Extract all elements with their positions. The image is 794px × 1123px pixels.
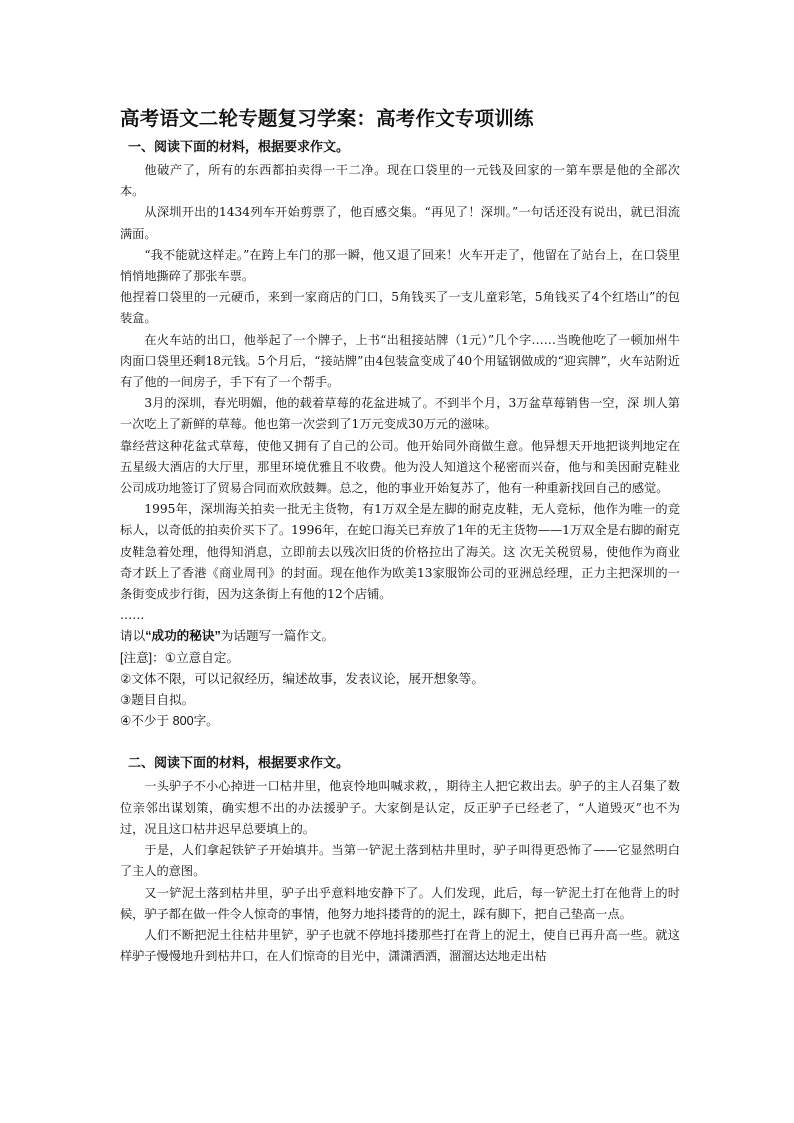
section-1-paragraph: 靠经营这种花盆式草莓，使他又拥有了自己的公司。他开始同外商做生意。他异想天开地把谈判地定在五星级大酒店的大厅里，那里环境优雅且不收费。他为没人知道这个秘密而兴奋，他与和美因耐克鞋业公司成功地签订了贸易合同而欢欣鼓舞。总之，他的事业开始复苏了，他有一种重新找回自己的感觉。	[120, 438, 680, 496]
requirement-note: ②文体不限，可以记叙经历，编述故事，发表议论，展开想象等。	[120, 671, 484, 686]
prompt-topic: “成功的秘诀”	[145, 629, 221, 644]
essay-prompt	[120, 626, 680, 647]
prompt-prefix: 请以	[120, 629, 146, 644]
ellipsis: ……	[120, 608, 145, 623]
section-2-paragraph: 又一铲泥土落到枯井里，驴子出乎意料地安静下了。人们发现，此后，每一铲泥土打在他背上的时候，驴子都在做一件令人惊奇的事情，他努力地抖搂背的的泥土，踩有脚下，把自己垫高一点。	[120, 885, 680, 921]
section-1-paragraph: 1995年，深圳海关拍卖一批无主货物，有1万双全是左脚的耐克皮鞋，无人竞标，他作为唯一的竞标人，以奇低的拍卖价买下了。1996年，在蛇口海关已弃放了1年的无主货物——1万双全是右脚的耐克皮鞋急着处理，他得知消息，立即前去以残次旧货的价格拉出了海关。这 次无关税贸易，使他作为商业奇才跃上了香港《商业周刊》的封面。现在他作为欧美13家服饰公司的亚洲总经理，正力主把深圳的一条街变成步行街，因为这条街上有他的12个店铺。	[120, 502, 680, 602]
section-1-paragraph: “我不能就这样走。”在跨上车门的那一瞬，他又退了回来！火车开走了，他留在了站台上，在口袋里悄悄地撕碎了那张车票。	[120, 247, 680, 284]
requirement-note: ④不少于 800字。	[120, 714, 219, 729]
section-2-paragraph: 人们不断把泥土往枯井里铲，驴子也就不停地抖搂那些打在背上的泥土，使自已再升高一些。就这样驴子慢慢地升到枯井口，在人们惊奇的目光中，潇潇洒洒，溜溜达达地走出枯	[120, 927, 680, 964]
section-1-paragraph: 他捏着口袋里的一元硬币，来到一家商店的门口，5角钱买了一支儿童彩笔，5角钱买了4个红塔山”的包装盒。	[120, 290, 680, 326]
section-2	[120, 754, 680, 967]
requirement-note: [注意]：①立意自定。	[120, 650, 240, 665]
document-title: 高考语文二轮专题复习学案：高考作文专项训练	[120, 107, 534, 130]
prompt-suffix: 为话题写一篇作文。	[220, 629, 335, 644]
section-2-heading: 二、阅读下面的材料，根据要求作文。	[128, 756, 350, 772]
section-1-heading: 一、阅读下面的材料，根据要求作文。	[128, 140, 350, 155]
section-1-paragraph: 他破产了，所有的东西都拍卖得一干二净。现在口袋里的一元钱及回家的一第车票是他的全部次本。	[120, 163, 680, 199]
section-1-paragraph: 3月的深圳，春光明媚，他的载着草莓的花盆进城了。不到半个月，3万盆草莓销售一空，深 圳人第一次吃上了新鲜的草莓。他也第一次尝到了1万元变成30万元的滋味。	[120, 396, 680, 432]
section-1	[120, 138, 680, 732]
document-body	[120, 104, 680, 967]
requirement-note: ③题目自拟。	[120, 693, 195, 708]
section-1-paragraph: 从深圳开出的1434列车开始剪票了，他百感交集。“再见了！深圳。”一句话还没有说出，就已泪流满面。	[120, 205, 680, 241]
section-2-paragraph: 于是，人们拿起铁铲子开始填井。当第一铲泥土落到枯井里时，驴子叫得更恐怖了——它显然明白了主人的意图。	[120, 843, 680, 879]
section-2-paragraph: 一头驴子不小心掉进一口枯井里，他哀怜地叫喊求救，，期待主人把它救出去。驴子的主人召集了数位亲邻出谋划策，确实想不出的办法援驴子。大家倒是认定，反正驴子已经老了，“人道毁灭”也不为过，况且这口枯井迟早总要填上的。	[120, 779, 680, 836]
section-1-paragraph: 在火车站的出口，他举起了一个牌子，上书“出租接站牌（1元）”几个字……当晚他吃了一顿加州牛肉面口袋里还剩18元钱。5个月后，“接站牌”由4包装盒变成了40个用锰钢做成的“迎宾牌”，火车站附近有了他的一间房子，手下有了一个帮手。	[120, 332, 680, 390]
section-gap	[120, 732, 680, 754]
